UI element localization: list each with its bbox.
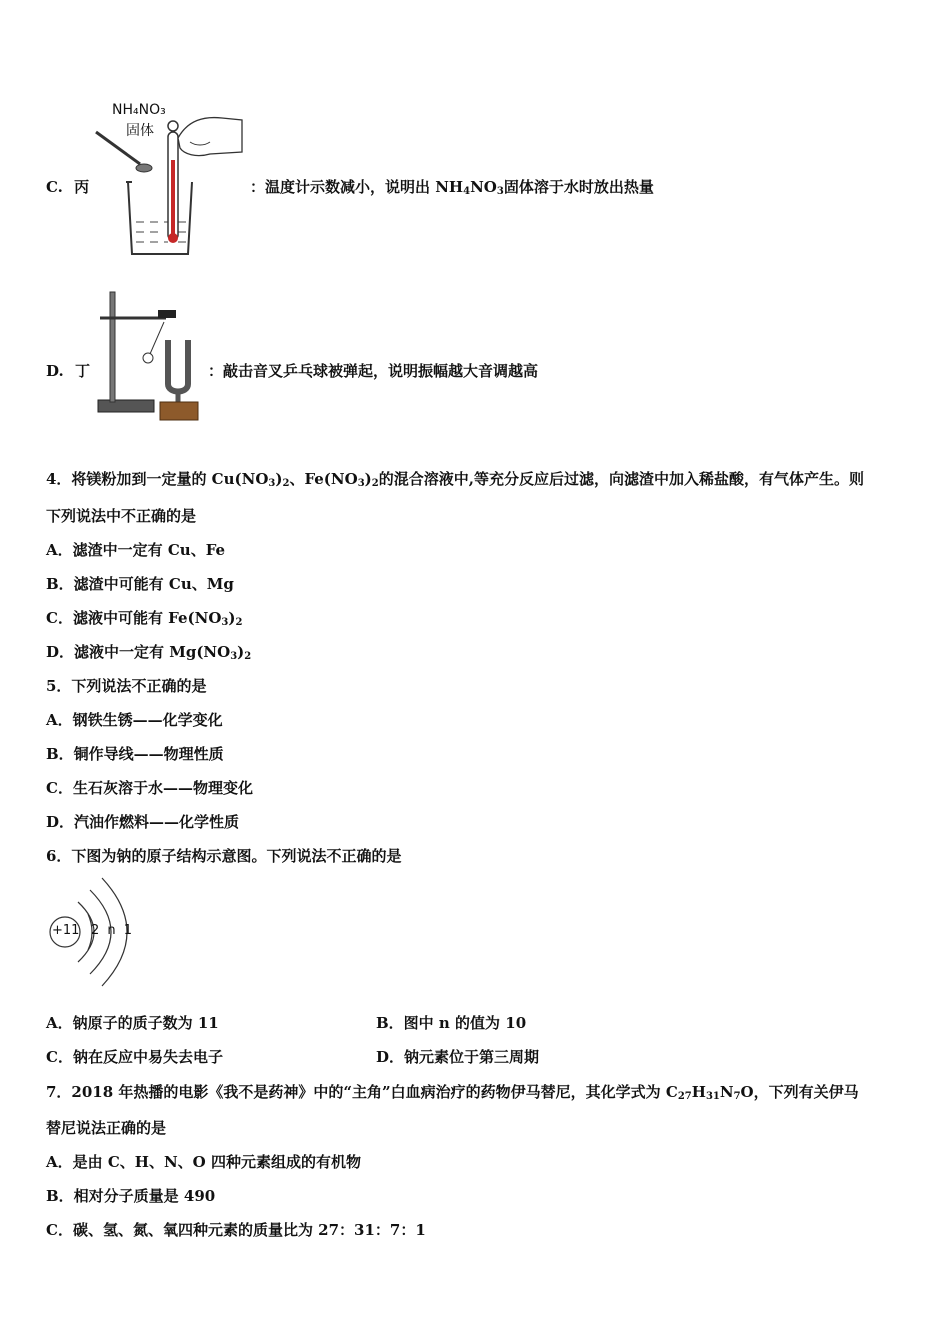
option-name: 丙 [74,178,90,196]
dissolving-figure [92,102,252,258]
q7-option-b: B．相对分子质量是 490 [46,1187,216,1205]
q5-stem: 5．下列说法不正确的是 [46,677,207,695]
tuning-fork-figure [94,288,206,422]
chemical-label: NH₄NO₃ [112,102,166,118]
q4-stem-line2: 下列说法中不正确的是 [46,507,197,525]
option-letter: C. [46,178,63,196]
q5-option-d: D．汽油作燃料——化学性质 [46,813,240,831]
q4-option-c: C．滤液中可能有 $Fe(NO_3)_2$ [46,609,243,628]
q6-option-d: D．钠元素位于第三周期 [376,1048,540,1066]
q3-option-c-text: ：温度计示数减小，说明出 $NH_4NO_3$固体溶于水时放出热量 [250,178,654,197]
electron-shell-counts: 2 n 1 [91,923,133,938]
q7-stem-line2: 替尼说法正确的是 [46,1119,167,1137]
q7-stem-line1: 7．2018 年热播的电影《我不是药神》中的“主角”白血病治疗的药物伊马替尼，其化学式为 $C_{27}H_{31}N_7O$，下列有关伊马 [46,1083,859,1102]
q7-option-a: A．是由 C、H、N、O 四种元素组成的有机物 [46,1153,361,1171]
q6-option-c: C．钠在反应中易失去电子 [46,1048,223,1066]
sodium-atom-diagram [44,872,144,990]
nucleus-charge: +11 [52,923,80,938]
q6-option-a: A．钠原子的质子数为 11 [46,1014,219,1032]
solid-label: 固体 [126,123,154,139]
q5-option-b: B．铜作导线——物理性质 [46,745,224,763]
q5-option-a: A．钢铁生锈——化学变化 [46,711,223,729]
q6-option-b: B．图中 n 的值为 10 [376,1014,527,1032]
q4-option-d: D．滤液中一定有 $Mg(NO_3)_2$ [46,643,252,662]
tuning-fork-illustration [94,288,206,422]
q3-option-d-label [46,361,90,381]
q7-option-c: C．碳、氢、氮、氧四种元素的质量比为 27：31：7：1 [46,1221,426,1239]
q4-option-b: B．滤渣中可能有 Cu、Mg [46,575,234,593]
q3-option-d-text: ：敲击音叉乒乓球被弹起，说明振幅越大音调越高 [208,362,539,380]
q3-option-c-label [46,177,89,197]
q4-stem-line1: 4．将镁粉加到一定量的 $Cu(NO_3)_2$、$Fe(NO_3)_2$的混合溶液中,等充分反应后过滤，向滤渣中加入稀盐酸，有气体产生。则 [46,470,864,489]
option-name: 丁 [74,362,90,380]
beaker-thermometer-illustration [92,102,252,258]
q5-option-c: C．生石灰溶于水——物理变化 [46,779,253,797]
q4-option-a: A．滤渣中一定有 Cu、Fe [46,541,226,559]
option-letter: D. [46,362,64,380]
q6-stem: 6．下图为钠的原子结构示意图。下列说法不正确的是 [46,847,402,865]
